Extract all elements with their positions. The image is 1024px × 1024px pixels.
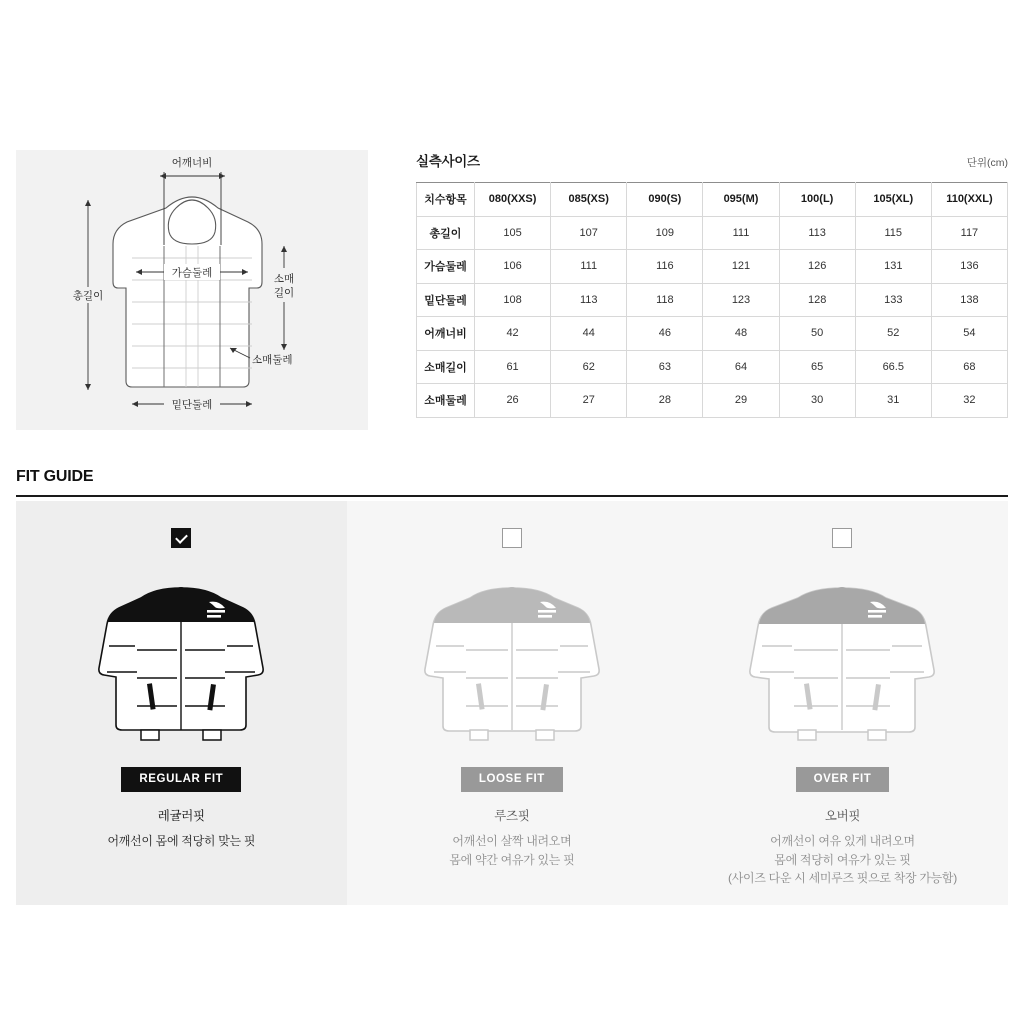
cell: 111	[703, 216, 779, 250]
cell: 31	[855, 384, 931, 418]
table-row	[417, 317, 1008, 351]
jacket-illustration-loose	[412, 554, 612, 759]
label-sleeve-length-2: 길이	[273, 287, 295, 299]
cell: 61	[475, 350, 551, 384]
row-label: 소매둘레	[417, 384, 475, 418]
label-hem: 밑단둘레	[171, 399, 213, 411]
cell: 66.5	[855, 350, 931, 384]
label-shoulder: 어깨너비	[171, 157, 213, 169]
measurement-unit: 단위(cm)	[966, 157, 1008, 169]
badge-loose-fit: LOOSE FIT	[461, 767, 563, 792]
cell: 138	[931, 283, 1007, 317]
cell: 128	[779, 283, 855, 317]
table-row	[417, 384, 1008, 418]
fit-name-regular: 레귤러핏	[157, 809, 205, 823]
cell: 52	[855, 317, 931, 351]
cell: 27	[551, 384, 627, 418]
label-sleeve-circ: 소매둘레	[252, 354, 293, 366]
cell: 111	[551, 250, 627, 284]
cell: 30	[779, 384, 855, 418]
cell: 117	[931, 216, 1007, 250]
cell: 126	[779, 250, 855, 284]
cell: 50	[779, 317, 855, 351]
checkbox-over-fit[interactable]	[832, 528, 852, 548]
col-header: 090(S)	[627, 183, 703, 217]
cell: 105	[475, 216, 551, 250]
cell: 54	[931, 317, 1007, 351]
cell: 109	[627, 216, 703, 250]
cell: 28	[627, 384, 703, 418]
table-row	[417, 283, 1008, 317]
cell: 29	[703, 384, 779, 418]
fit-desc-regular	[107, 832, 255, 851]
cell: 136	[931, 250, 1007, 284]
checkbox-loose-fit[interactable]	[502, 528, 522, 548]
cell: 106	[475, 250, 551, 284]
row-label: 총길이	[417, 216, 475, 250]
row-label: 가슴둘레	[417, 250, 475, 284]
cell: 44	[551, 317, 627, 351]
label-sleeve-length-1: 소매	[273, 273, 295, 285]
fit-option-loose[interactable]	[347, 501, 678, 905]
col-header: 105(XL)	[855, 183, 931, 217]
measurement-header	[416, 150, 1008, 170]
measurement-section	[16, 150, 1008, 430]
row-label: 어깨너비	[417, 317, 475, 351]
cell: 63	[627, 350, 703, 384]
col-header: 100(L)	[779, 183, 855, 217]
jacket-illustration-over	[742, 554, 942, 759]
cell: 48	[703, 317, 779, 351]
badge-over-fit: OVER FIT	[796, 767, 890, 792]
cell: 107	[551, 216, 627, 250]
checkbox-regular-fit[interactable]	[171, 528, 191, 548]
cell: 133	[855, 283, 931, 317]
cell: 118	[627, 283, 703, 317]
section-divider	[16, 495, 1008, 497]
cell: 116	[627, 250, 703, 284]
fit-desc-line: 몸에 적당히 여유가 있는 핏	[774, 852, 911, 867]
cell: 123	[703, 283, 779, 317]
fit-name-loose: 루즈핏	[494, 809, 530, 823]
cell: 115	[855, 216, 931, 250]
fit-guide-title: FIT GUIDE	[16, 468, 94, 485]
table-row	[417, 250, 1008, 284]
label-chest: 가슴둘레	[171, 267, 213, 279]
fit-desc-over	[728, 832, 957, 888]
jacket-illustration-regular	[81, 554, 281, 759]
cell: 26	[475, 384, 551, 418]
fit-option-regular[interactable]	[16, 501, 347, 905]
cell: 131	[855, 250, 931, 284]
garment-diagram	[16, 150, 368, 430]
fit-guide-row	[16, 501, 1008, 905]
fit-name-over: 오버핏	[824, 809, 861, 823]
fit-desc-line: 어깨선이 살짝 내려오며	[452, 834, 572, 848]
cell: 113	[551, 283, 627, 317]
cell: 113	[779, 216, 855, 250]
fit-desc-line: 어깨선이 여유 있게 내려오며	[770, 834, 915, 848]
col-header: 085(XS)	[551, 183, 627, 217]
fit-desc-loose	[449, 832, 574, 869]
col-header: 치수항목	[417, 183, 475, 217]
col-header: 080(XXS)	[475, 183, 551, 217]
table-row	[417, 216, 1008, 250]
cell: 62	[551, 350, 627, 384]
measurement-title: 실측사이즈	[416, 154, 480, 169]
col-header: 095(M)	[703, 183, 779, 217]
label-total-length: 총길이	[72, 290, 104, 302]
measurement-table-wrap	[416, 150, 1008, 418]
fit-desc-line: (사이즈 다운 시 세미루즈 핏으로 착장 가능함)	[728, 871, 957, 886]
fit-desc-line: 몸에 약간 여유가 있는 핏	[449, 852, 575, 867]
col-header: 110(XXL)	[931, 183, 1007, 217]
cell: 64	[703, 350, 779, 384]
table-row	[417, 350, 1008, 384]
cell: 108	[475, 283, 551, 317]
cell: 65	[779, 350, 855, 384]
cell: 42	[475, 317, 551, 351]
fit-option-over[interactable]	[677, 501, 1008, 905]
cell: 68	[931, 350, 1007, 384]
badge-regular-fit: REGULAR FIT	[121, 767, 241, 792]
row-label: 밑단둘레	[417, 283, 475, 317]
cell: 46	[627, 317, 703, 351]
cell: 32	[931, 384, 1007, 418]
fit-desc-line: 어깨선이 몸에 적당히 맞는 핏	[107, 834, 256, 848]
row-label: 소매길이	[417, 350, 475, 384]
table-header-row	[417, 183, 1008, 217]
cell: 121	[703, 250, 779, 284]
size-table	[416, 182, 1008, 418]
